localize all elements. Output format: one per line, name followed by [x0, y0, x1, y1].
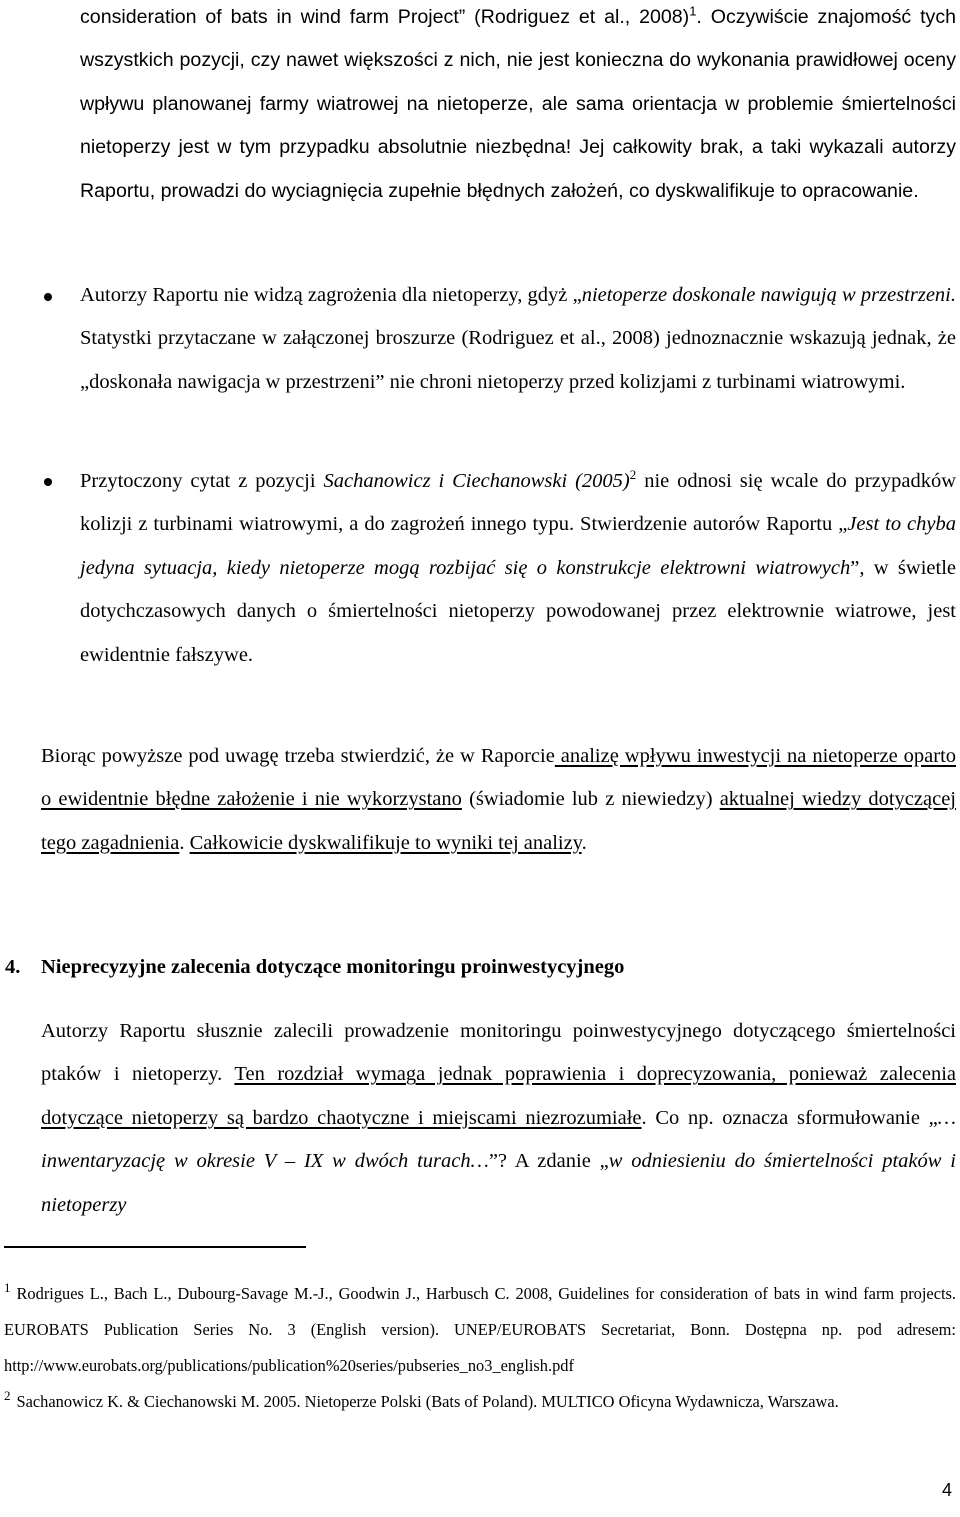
conclusion-text-a: Biorąc powyższe pod uwagę trzeba stwierdzić, że w Raporcie	[41, 745, 555, 767]
section-number: 4.	[5, 956, 21, 978]
bullet2-quote: Jest to chyba jedyna sytuacja, kiedy nietoperze mogą rozbijać się o konstrukcje elektrowni wiatrowych	[80, 513, 957, 579]
section-text-b: . Co np. oznacza sformułowanie „	[641, 1106, 938, 1129]
section-title: Nieprecyzyjne zalecenia dotyczące monitoringu proinwestycyjnego	[41, 956, 625, 978]
bullet-paragraph-2	[80, 460, 956, 677]
conclusion-underline-2: aktualnej wiedzy dotyczącej tego zagadnienia	[41, 788, 956, 854]
bullet1-text-a: Autorzy Raportu nie widzą zagrożenia dla nietoperzy, gdyż „	[80, 284, 582, 306]
bullet-marker	[44, 293, 52, 301]
footnote-1	[4, 1270, 956, 1384]
footnote-mark-2: 2	[4, 1388, 11, 1403]
bullet2-citation: Sachanowicz i Ciechanowski (2005)	[323, 470, 630, 492]
footnote-ref-2[interactable]: 2	[629, 467, 637, 483]
page-number: 4	[941, 1480, 952, 1500]
conclusion-paragraph	[41, 735, 956, 865]
bullet-paragraph-1	[80, 274, 956, 404]
bullet2-text-c: ”, w świetle dotychczasowych danych o śmiertelności nietoperzy powodowanej przez elektrownie wiatrowe, jest ewidentnie fałszywe.	[80, 556, 956, 666]
footnote-2	[4, 1378, 956, 1420]
bullet2-text-a: Przytoczony cytat z pozycji	[80, 470, 324, 492]
section-text-c: ”? A zdanie „	[488, 1150, 609, 1173]
footnote-text-2: Sachanowicz K. & Ciechanowski M. 2005. Nietoperze Polski (Bats of Poland). MULTICO Oficyna Wydawnicza, Warszawa.	[16, 1392, 839, 1411]
bullet1-quote: nietoperze doskonale nawigują w przestrzeni.	[581, 284, 956, 306]
intro-text-b: . Oczywiście znajomość tych wszystkich pozycji, czy nawet większości z nich, nie jest konieczna do wykonania prawidłowej oceny wpływu planowanej farmy wiatrowej na nietoperze, ale sama orientacja w problemie śmiertelności nietoperzy jest w tym przypadku absolutnie niezbędna! Jej całkowity brak, a taki wykazali autorzy Raportu, prowadzi do wyciagnięcia zupełnie błędnych założeń, co dyskwalifikuje to opracowanie.	[80, 6, 957, 202]
conclusion-text-d: .	[581, 831, 587, 854]
conclusion-underline-3: Całkowicie dyskwalifikuje to wyniki tej analizy	[189, 831, 582, 854]
footnote-ref-1[interactable]: 1	[689, 3, 697, 19]
conclusion-text-c: .	[179, 831, 190, 854]
section-quote-2: w odniesieniu do śmiertelności ptaków i nietoperzy	[41, 1150, 956, 1216]
footnote-divider	[4, 1246, 306, 1248]
bullet1-text-b: Statystki przytaczane w załączonej broszurze (Rodriguez et al., 2008) jednoznacznie wskazują jednak, że „doskonała nawigacja w przestrzeni” nie chroni nietoperzy przed kolizjami z turbinami wiatrowymi.	[80, 327, 956, 393]
section-paragraph	[41, 1010, 956, 1227]
conclusion-underline-1: analizę wpływu inwestycji na nietoperze oparto o ewidentnie błędne założenie i nie wykorzystano	[41, 745, 957, 811]
footnote-mark-1: 1	[4, 1280, 11, 1295]
footnote-text-1: Rodrigues L., Bach L., Dubourg-Savage M.-J., Goodwin J., Harbusch C. 2008, Guidelines for consideration of bats in wind farm projects. EUROBATS Publication Series No. 3 (English version). UNEP/EUROBATS Secretariat, Bonn. Dostępna np. pod adresem: http://www.eurobats.org/publications/publication%20series/pubseries_no3_english.pdf	[4, 1284, 956, 1375]
intro-text-a: consideration of bats in wind farm Project” (Rodriguez et al., 2008)	[80, 6, 690, 28]
conclusion-text-b: (świadomie lub z niewiedzy)	[461, 788, 720, 811]
section-underline: Ten rozdział wymaga jednak poprawienia i doprecyzowania, ponieważ zalecenia dotyczące nietoperzy są bardzo chaotyczne i miejscami niezrozumiałe	[41, 1063, 956, 1129]
bullet2-text-b: nie odnosi się wcale do przypadków kolizji z turbinami wiatrowymi, a do zagrożeń innego typu. Stwierdzenie autorów Raportu „	[80, 470, 957, 536]
section-quote-1: …inwentaryzację w okresie V – IX w dwóch turach…	[41, 1106, 956, 1173]
bullet-marker	[44, 478, 52, 486]
section-text-a: Autorzy Raportu słusznie zalecili prowadzenie monitoringu poinwestycyjnego dotyczącego śmiertelności ptaków i nietoperzy.	[41, 1020, 956, 1086]
intro-paragraph	[80, 0, 956, 213]
section-heading	[5, 956, 624, 979]
